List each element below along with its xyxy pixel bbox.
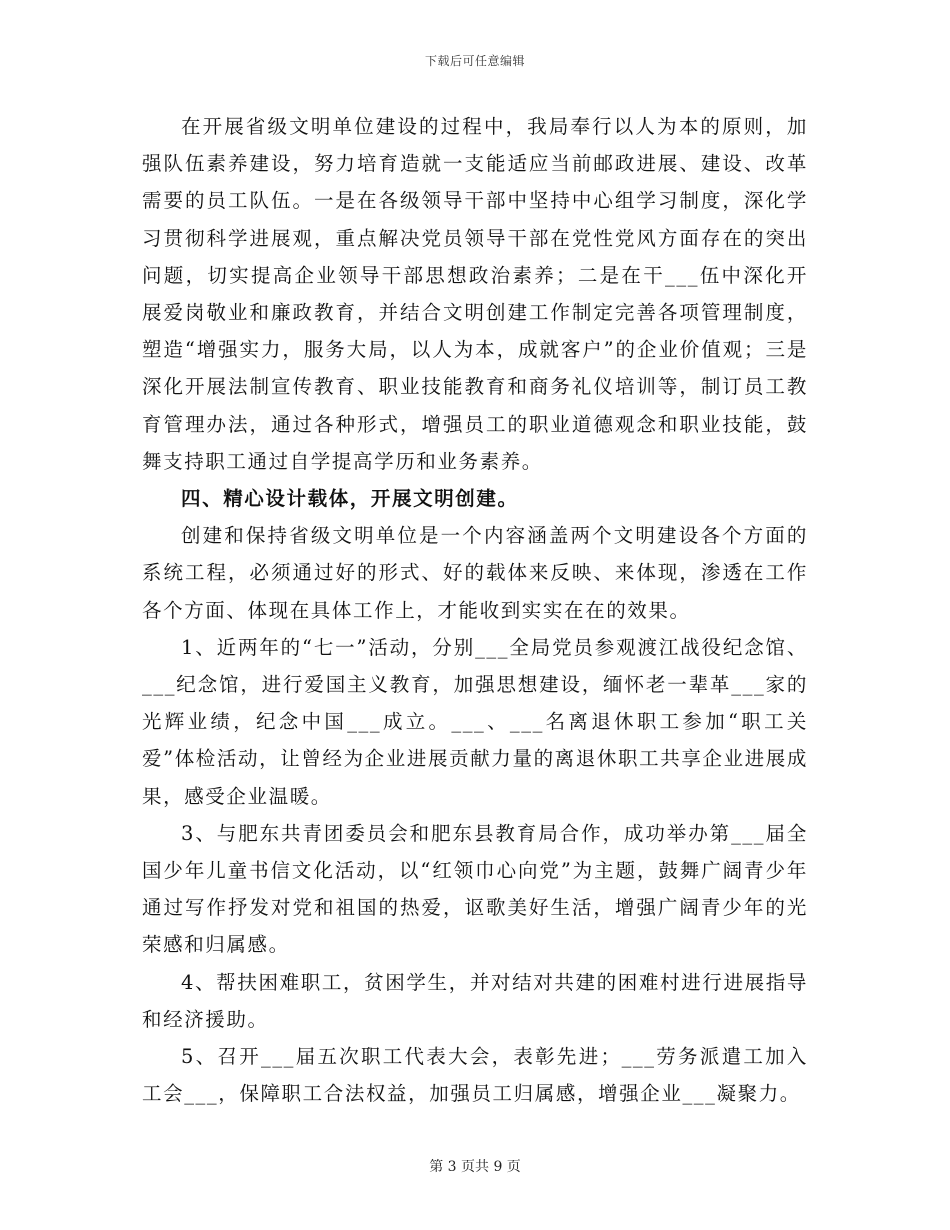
section-heading: 四、精心设计载体，开展文明创建。 [181,487,519,511]
paragraph-body: 创建和保持省级文明单位是一个内容涵盖两个文明建设各个方面的系统工程，必须通过好的形式、好的载体来反映、来体现，渗透在工作各个方面、体现在具体工作上，才能收到实实在在的效果。 [142,524,808,622]
paragraph-body: 3、与肥东共青团委员会和肥东县教育局合作，成功举办第___届全国少年儿童书信文化活动，以“红领巾心向党”为主题，鼓舞广阔青少年通过写作抒发对党和祖国的热爱，讴歌美好生活，增强广阔青少年的光荣感和归属感。 [142,821,808,957]
page-header: 下载后可任意编辑 [424,54,525,68]
page-number: 第 3 页共 9 页 [429,1159,521,1175]
paragraph-body: 5、召开___届五次职工代表大会，表彰先进；___劳务派遣工加入工会___，保障职工合法权益，加强员工归属感，增强企业___凝聚力。 [142,1045,808,1106]
paragraph-body: 4、帮扶困难职工，贫困学生，并对结对共建的困难村进行进展指导和经济援助。 [142,970,808,1031]
paragraph-body: 1、近两年的“七一”活动，分别___全局党员参观渡江战役纪念馆、___纪念馆，进行爱国主义教育，加强思想建设，缅怀老一辈革___家的光辉业绩，纪念中国___成立。___、___名离退休职工参加“职工关爱”体检活动，让曾经为企业进展贡献力量的离退休职工共享企业进展成果，感受企业温暖。 [142,635,808,808]
document-body [142,108,808,1112]
paragraph-body: 在开展省级文明单位建设的过程中，我局奉行以人为本的原则，加强队伍素养建设，努力培育造就一支能适应当前邮政进展、建设、改革需要的员工队伍。一是在各级领导干部中坚持中心组学习制度，深化学习贯彻科学进展观，重点解决党员领导干部在党性党风方面存在的突出问题，切实提高企业领导干部思想政治素养；二是在干___伍中深化开展爱岗敬业和廉政教育，并结合文明创建工作制定完善各项管理制度，塑造“增强实力，服务大局，以人为本，成就客户”的企业价值观；三是深化开展法制宣传教育、职业技能教育和商务礼仪培训等，制订员工教育管理办法，通过各种形式，增强员工的职业道德观念和职业技能，鼓舞支持职工通过自学提高学历和业务素养。 [142,115,808,473]
